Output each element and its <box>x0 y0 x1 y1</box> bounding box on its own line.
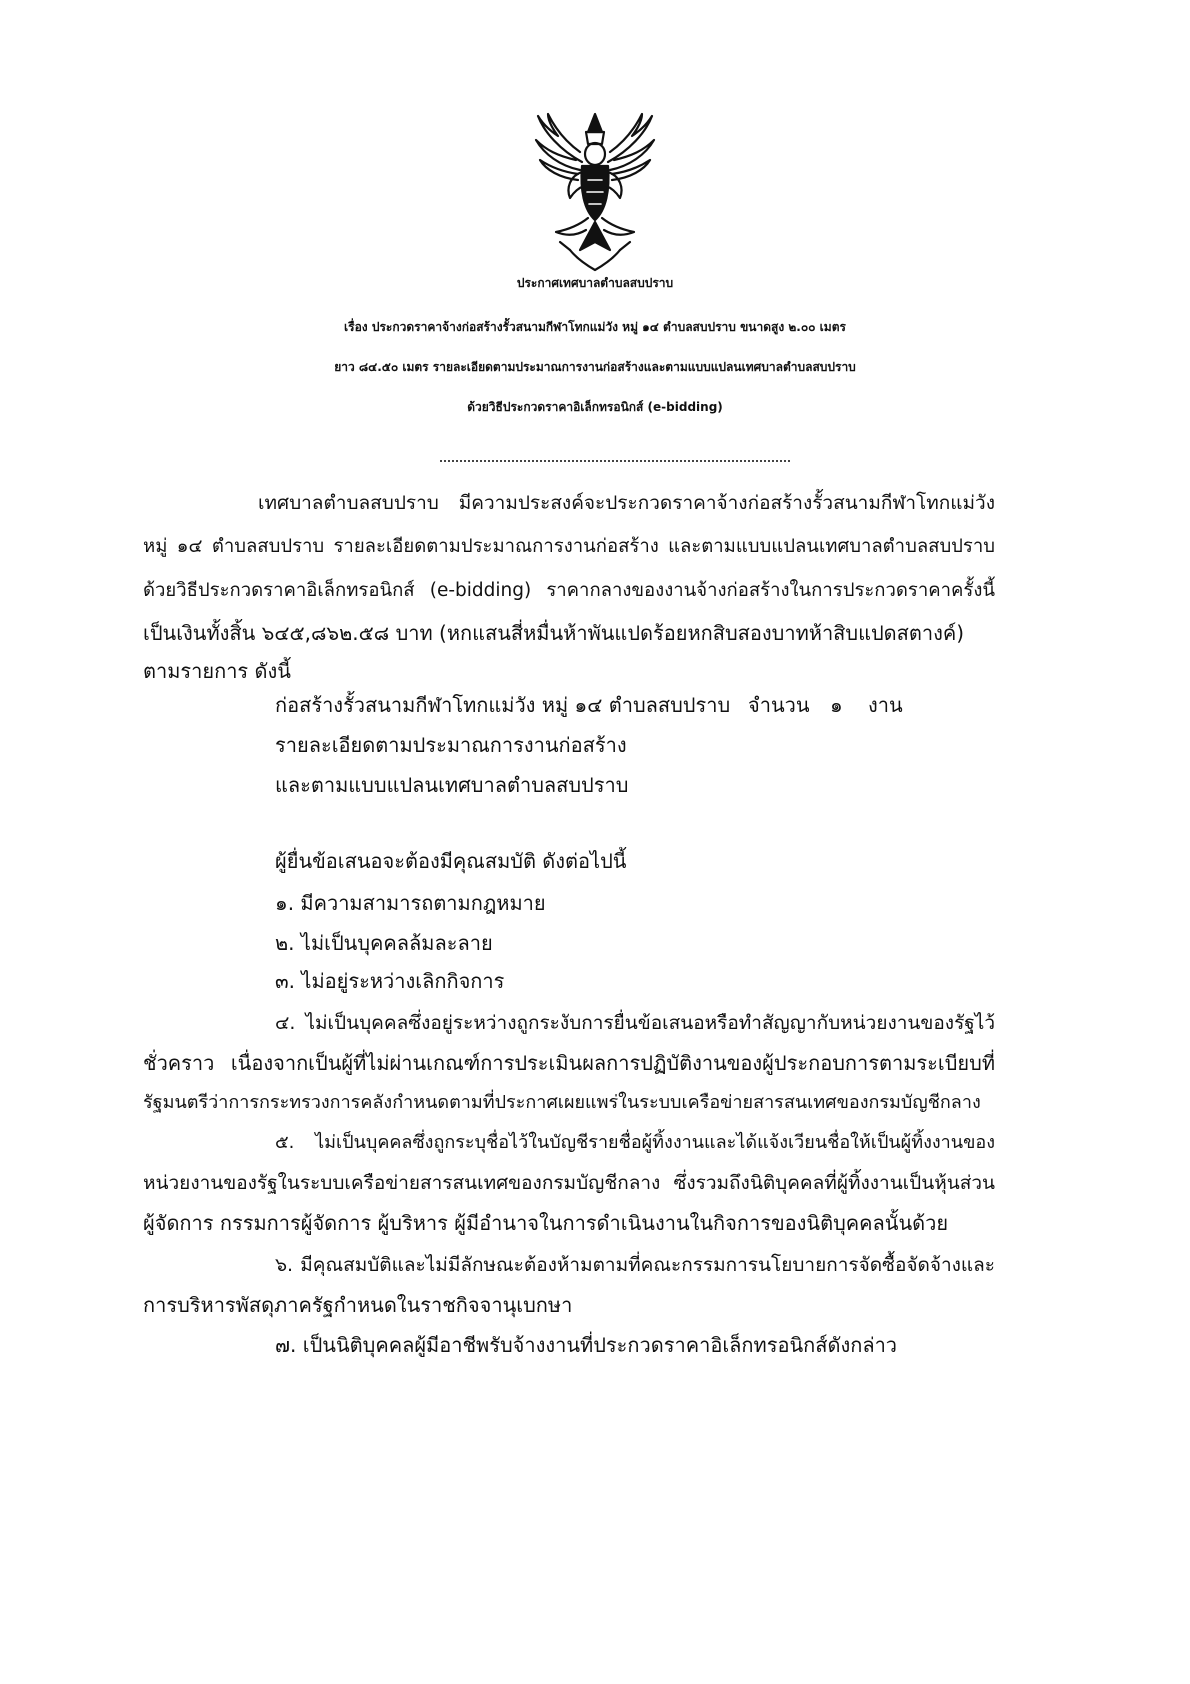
subject-line-3: ด้วยวิธีประกวดราคาอิเล็กทรอนิกส์ (e-bidding) <box>467 400 723 414</box>
subject-line-1: เรื่อง ประกวดราคาจ้างก่อสร้างรั้วสนามกีฬาโทกแม่วัง หมู่ ๑๔ ตำบลสบปราบ ขนาดสูง ๒.๐๐ เมตร <box>344 320 846 334</box>
item-detail-1: รายละเอียดตามประมาณการงานก่อสร้าง <box>275 733 627 757</box>
item-name: ก่อสร้างรั้วสนามกีฬาโทกแม่วัง หมู่ ๑๔ ตำบลสบปราบ <box>275 693 731 717</box>
qualification-7: ๗. เป็นนิติบุคคลผู้มีอาชีพรับจ้างงานที่ประกวดราคาอิเล็กทรอนิกส์ดังกล่าว <box>275 1333 898 1357</box>
item-detail-2: และตามแบบแปลนเทศบาลตำบลสบปราบ <box>275 773 629 797</box>
intro-line-1: เทศบาลตำบลสบปราบ มีความประสงค์จะประกวดราคาจ้างก่อสร้างรั้วสนามกีฬาโทกแม่วัง <box>258 492 995 514</box>
garuda-emblem-icon <box>530 110 660 275</box>
intro-line-4: เป็นเงินทั้งสิ้น ๖๔๕,๘๖๒.๕๘ บาท (หกแสนสี่หมื่นห้าพันแปดร้อยหกสิบสองบาทห้าสิบแปดสตางค์) <box>143 621 965 645</box>
qualification-5-line-3: ผู้จัดการ กรรมการผู้จัดการ ผู้บริหาร ผู้มีอำนาจในการดำเนินงานในกิจการของนิติบุคคลนั้นด้วย <box>143 1211 949 1235</box>
qualifications-heading: ผู้ยื่นข้อเสนอจะต้องมีคุณสมบัติ ดังต่อไปนี้ <box>275 849 627 873</box>
qualification-4-line-3: รัฐมนตรีว่าการกระทรวงการคลังกำหนดตามที่ประกาศเผยแพร่ในระบบเครือข่ายสารสนเทศของกรมบัญชีกลาง <box>143 1092 981 1113</box>
intro-line-5: ตามรายการ ดังนี้ <box>143 659 291 683</box>
item-qty-label: จำนวน <box>748 693 810 717</box>
qualification-1: ๑. มีความสามารถตามกฎหมาย <box>275 891 546 915</box>
qualification-5-line-2: หน่วยงานของรัฐในระบบเครือข่ายสารสนเทศของกรมบัญชีกลาง ซึ่งรวมถึงนิติบุคคลที่ผู้ทิ้งงานเป็นหุ้นส่วน <box>143 1172 995 1194</box>
subject-line-2: ยาว ๘๔.๕๐ เมตร รายละเอียดตามประมาณการงานก่อสร้างและตามแบบแปลนเทศบาลตำบลสบปราบ <box>334 360 856 374</box>
qualification-3: ๓. ไม่อยู่ระหว่างเลิกกิจการ <box>275 969 505 993</box>
qualification-6-line-2: การบริหารพัสดุภาครัฐกำหนดในราชกิจจานุเบกษา <box>143 1293 573 1317</box>
qualification-4-line-2: ชั่วคราว เนื่องจากเป็นผู้ที่ไม่ผ่านเกณฑ์การประเมินผลการปฏิบัติงานของผู้ประกอบการตามระเบียบที่ <box>143 1051 995 1075</box>
qualification-2: ๒. ไม่เป็นบุคคลล้มละลาย <box>275 931 493 955</box>
dotted-divider <box>440 460 790 462</box>
qualification-4-line-1: ๔. ไม่เป็นบุคคลซึ่งอยู่ระหว่างถูกระงับการยื่นข้อเสนอหรือทำสัญญากับหน่วยงานของรัฐไว้ <box>275 1012 995 1034</box>
page-title: ประกาศเทศบาลตำบลสบปราบ <box>516 276 674 290</box>
intro-line-3: ด้วยวิธีประกวดราคาอิเล็กทรอนิกส์ (e-bidding) ราคากลางของงานจ้างก่อสร้างในการประกวดราคาครั้งนี้ <box>143 580 995 601</box>
qualification-6-line-1: ๖. มีคุณสมบัติและไม่มีลักษณะต้องห้ามตามที่คณะกรรมการนโยบายการจัดซื้อจัดจ้างและ <box>275 1254 995 1276</box>
item-unit: งาน <box>868 693 903 717</box>
item-qty: ๑ <box>830 693 843 717</box>
qualification-5-line-1: ๕. ไม่เป็นบุคคลซึ่งถูกระบุชื่อไว้ในบัญชีรายชื่อผู้ทิ้งงานและได้แจ้งเวียนชื่อให้เป็นผู้ทิ้งงานของ <box>275 1132 995 1153</box>
intro-line-2: หมู่ ๑๔ ตำบลสบปราบ รายละเอียดตามประมาณการงานก่อสร้าง และตามแบบแปลนเทศบาลตำบลสบปราบ <box>143 536 995 557</box>
